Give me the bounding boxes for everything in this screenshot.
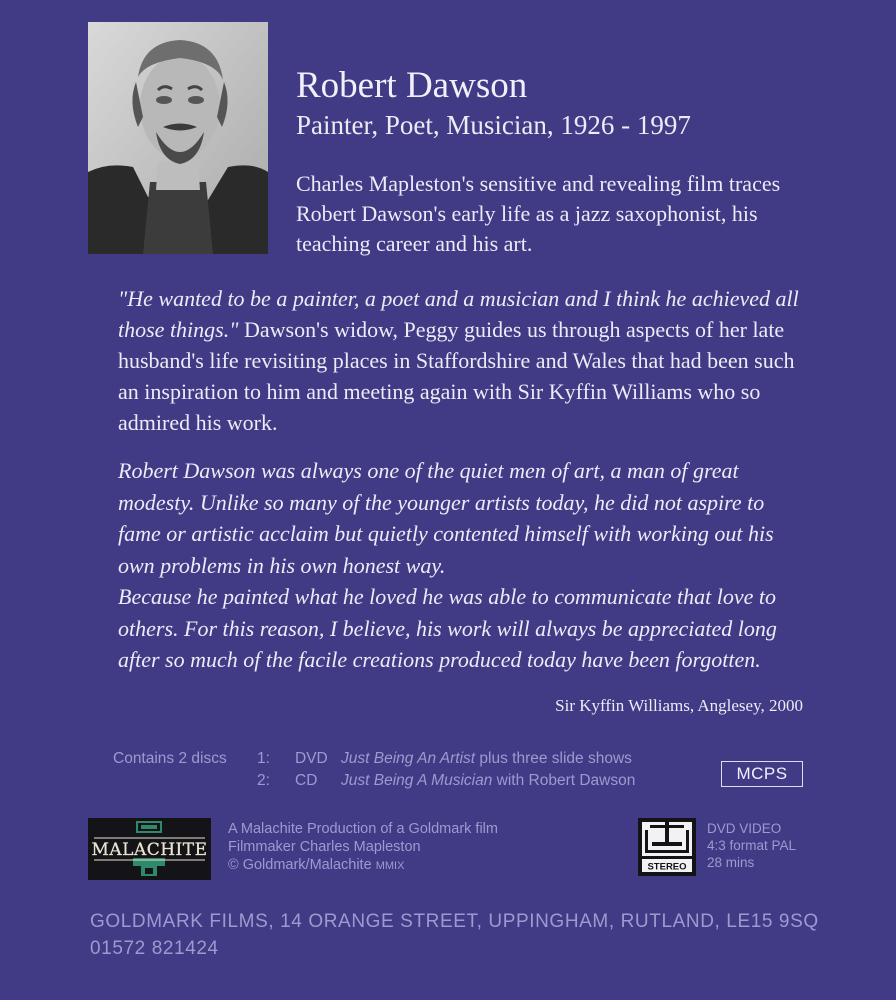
copyright-line — [228, 856, 498, 875]
quote-paragraph — [118, 283, 808, 438]
production-credits — [228, 820, 498, 875]
tribute-attribution: Sir Kyffin Williams, Anglesey, 2000 — [555, 696, 803, 715]
quote-text: Dawson's widow, Peggy guides us through aspects of her late husband's life revisiting places in Staffordshire and Wales that had been such an inspiration to him and meeting again with Sir Kyffin Williams who so admired his work. — [118, 317, 795, 435]
running-time: 28 mins — [707, 855, 755, 870]
disc-format: CD — [295, 772, 318, 789]
filmmaker-line: Filmmaker Charles Mapleston — [228, 839, 421, 855]
mcps-badge: MCPS — [721, 761, 803, 787]
disc-title: Just Being A Musician — [341, 772, 493, 789]
disc-description — [341, 770, 635, 792]
tribute-paragraph-2: Because he painted what he loved he was able to communicate that love to others. For this reason, I believe, his work will always be appreciated long after so much of the facile creations produced today have been forgotten. — [118, 584, 777, 672]
footer-address: GOLDMARK FILMS, 14 ORANGE STREET, UPPINGHAM, RUTLAND, LE15 9SQ — [90, 911, 819, 932]
disc-format: DVD — [295, 750, 328, 767]
production-line: A Malachite Production of a Goldmark film — [228, 821, 498, 837]
disc-number: 1: — [257, 750, 270, 767]
disc-title: Just Being An Artist — [341, 750, 476, 767]
disc-extra: with Robert Dawson — [492, 772, 636, 789]
dvd-format: DVD VIDEO — [707, 821, 782, 836]
page-title: Robert Dawson — [296, 65, 528, 106]
copyright-year: MMIX — [375, 860, 405, 872]
portrait-photo — [88, 22, 268, 254]
malachite-logo-text: MALACHITE — [91, 840, 208, 860]
stereo-logo — [638, 818, 696, 876]
tribute-paragraph-1: Robert Dawson was always one of the quiet men of art, a man of great modesty. Unlike so many of the younger artists today, he did not aspire to fame or artistic acclaim but quietly contented himself with working out his own problems in his own honest way. — [118, 458, 774, 578]
malachite-logo — [88, 818, 211, 880]
aspect-format: 4:3 format PAL — [707, 838, 797, 853]
copyright-text: © Goldmark/Malachite — [228, 857, 376, 873]
disc-extra: plus three slide shows — [475, 750, 632, 767]
footer-phone: 01572 821424 — [90, 938, 219, 959]
discs-label: Contains 2 discs — [113, 750, 227, 767]
disc-description — [341, 748, 632, 770]
intro-paragraph: Charles Mapleston's sensitive and revealing film traces Robert Dawson's early life as a jazz saxophonist, his teaching career and his art. — [296, 171, 781, 256]
tribute-block — [118, 455, 808, 676]
disc-number: 2: — [257, 772, 270, 789]
stereo-label: STEREO — [647, 861, 687, 873]
dvd-info — [707, 820, 796, 871]
quote-italic: "He wanted to be a painter, a poet and a musician and I think he achieved all those things." — [118, 286, 799, 342]
page-subtitle: Painter, Poet, Musician, 1926 - 1997 — [296, 110, 691, 140]
